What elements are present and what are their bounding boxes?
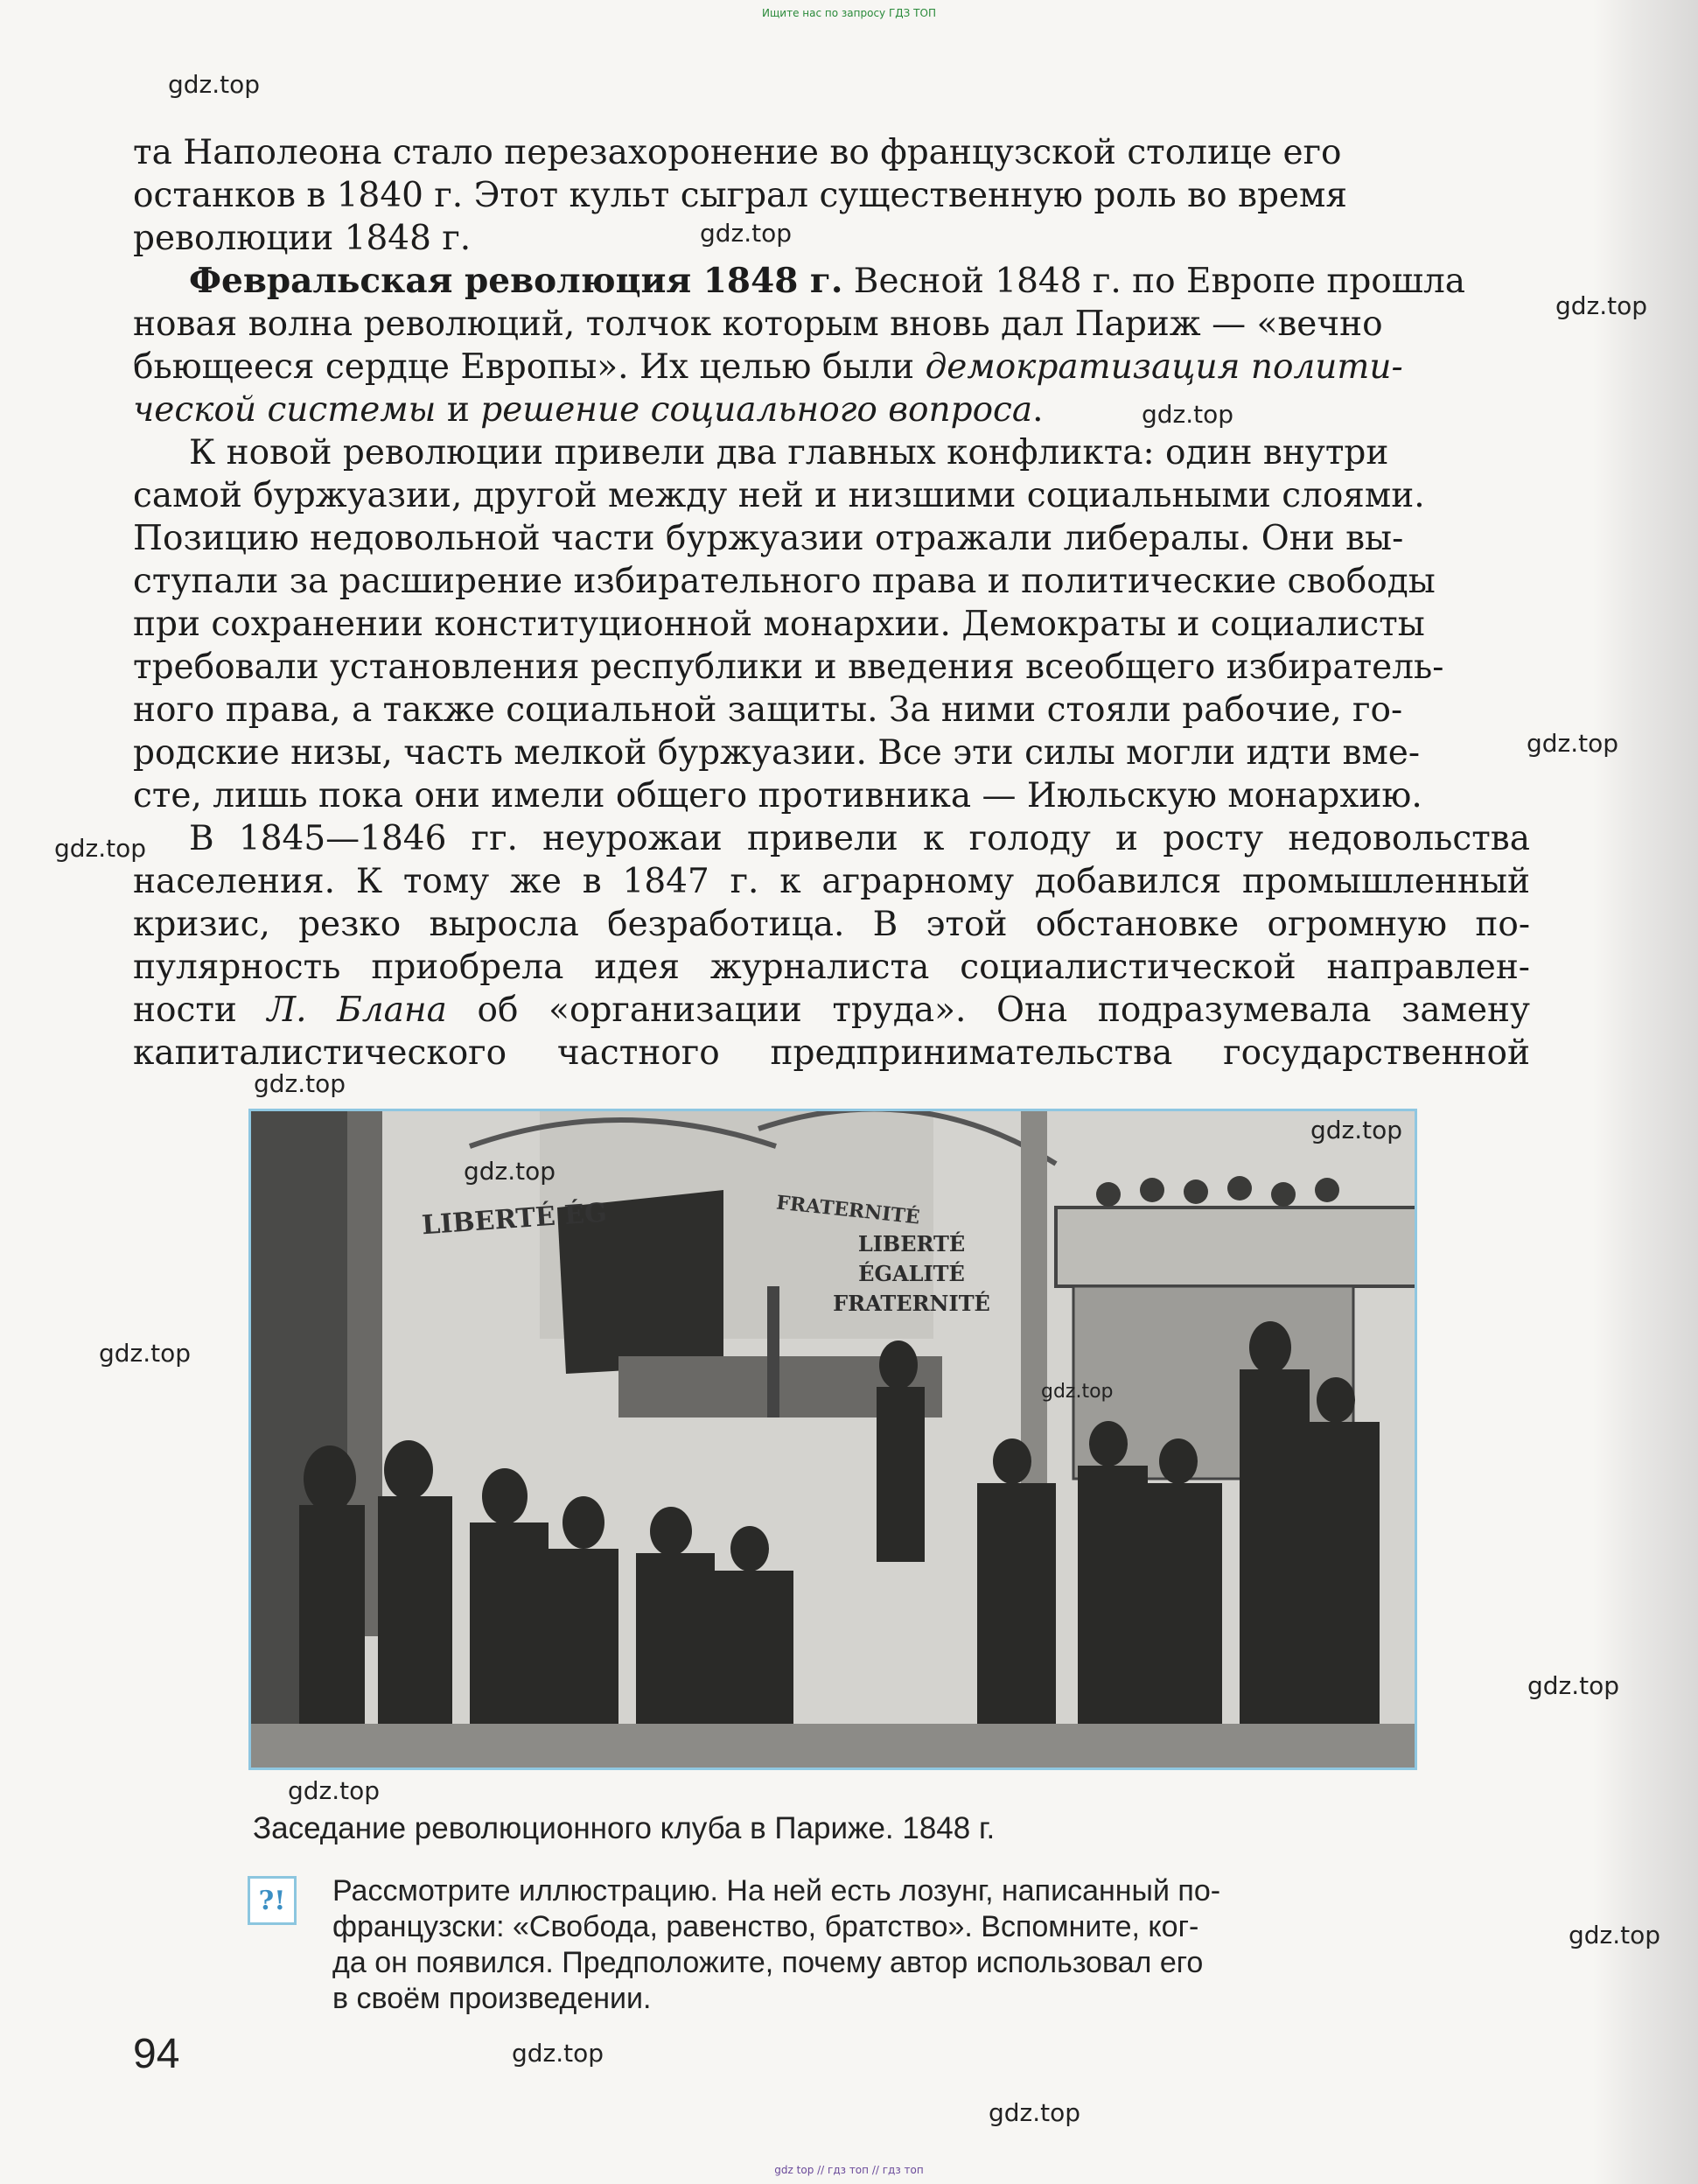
watermark: gdz.top [512, 2039, 604, 2068]
banner-text: LIBERTÉ [421, 1200, 557, 1242]
banner-text: ÉG [563, 1197, 608, 1231]
slogan-line: FRATERNITÉ [833, 1291, 990, 1316]
footer-note: gdz top // гдз топ // гдз топ [774, 2164, 924, 2176]
text-line: пулярность приобрела идея журналиста социалистической направлен- [133, 948, 1530, 987]
question-line: да он появился. Предположите, почему автор использовал его [332, 1946, 1204, 1979]
watermark: gdz.top [989, 2098, 1081, 2127]
text-line: родские низы, часть мелкой буржуазии. Все эти силы могли идти вме- [133, 733, 1421, 773]
page-number: 94 [133, 2031, 180, 2077]
text-line: ности [133, 990, 268, 1030]
text-line: . [1032, 390, 1044, 430]
banner-text: FRATERNITÉ [775, 1191, 921, 1229]
main-text [133, 131, 1530, 1074]
text-line: об «организации труда». Она подразумевала замену [446, 990, 1530, 1030]
italic-term: демократизация полити- [925, 347, 1403, 387]
slogan-line: ÉGALITÉ [858, 1261, 965, 1286]
paragraph [133, 431, 1530, 817]
text-line: та Наполеона стало перезахоронение во французской столице его [133, 133, 1342, 172]
question-line: французски: «Свобода, равенство, братство». Вспомните, ког- [332, 1910, 1199, 1943]
text-line: требовали установления республики и введения всеобщего избиратель- [133, 648, 1444, 687]
slogan-line: LIBERTÉ [857, 1231, 966, 1256]
question-line: Рассмотрите иллюстрацию. На ней есть лозунг, написанный по- [332, 1874, 1221, 1908]
paragraph [133, 131, 1530, 260]
text-line: бьющееся сердце Европы». Их целью были [133, 347, 926, 387]
header-note: Ищите нас по запросу ГДЗ ТОП [762, 7, 936, 19]
text-line: ступали за расширение избирательного права и политические свободы [133, 562, 1436, 601]
watermark: gdz.top [1569, 1921, 1661, 1950]
italic-term: решение социального вопроса [480, 390, 1033, 430]
watermark: gdz.top [54, 834, 147, 863]
watermark: gdz.top [99, 1339, 192, 1368]
paragraph [133, 817, 1530, 1074]
italic-term: ческой системы [133, 390, 437, 430]
text-line: при сохранении конституционной монархии. Демократы и социалисты [133, 605, 1425, 644]
question-icon: ?! [248, 1876, 297, 1925]
watermark: gdz.top [1041, 1381, 1114, 1403]
watermark: gdz.top [700, 219, 793, 248]
illustration-revolutionary-club [248, 1109, 1417, 1770]
text-line: ного права, а также социальной защиты. За ними стояли рабочие, го- [133, 690, 1403, 730]
text-line: капиталистического частного предпринимательства государственной [133, 1033, 1530, 1073]
watermark: gdz.top [168, 70, 261, 99]
section-heading: Февральская революция 1848 г. [189, 261, 843, 301]
text-line: кризис, резко выросла безработица. В этой обстановке огромную по- [133, 905, 1530, 944]
text-line: Позицию недовольной части буржуазии отражали либералы. Они вы- [133, 519, 1404, 558]
watermark: gdz.top [1527, 729, 1619, 758]
paragraph [133, 260, 1530, 431]
text-line: останков в 1840 г. Этот культ сыграл существенную роль во время [133, 176, 1347, 215]
text-line: К новой революции привели два главных конфликта: один внутри [189, 433, 1389, 472]
text-line: новая волна революций, толчок которым вновь дал Париж — «вечно [133, 304, 1383, 344]
text-line: сте, лишь пока они имели общего противника — Июльскую монархию. [133, 776, 1422, 816]
watermark: gdz.top [1142, 400, 1234, 429]
watermark: gdz.top [288, 1776, 381, 1805]
watermark: gdz.top [1555, 291, 1648, 320]
book-spine-shadow [1593, 0, 1698, 2184]
text-line: Весной 1848 г. по Европе прошла [842, 262, 1466, 301]
figure-caption: Заседание революционного клуба в Париже. 1848 г. [253, 1811, 996, 1845]
text-line: революции 1848 г. [133, 219, 472, 258]
wall-slogan [824, 1229, 999, 1319]
text-line: самой буржуазии, другой между ней и низшими социальными слоями. [133, 476, 1425, 515]
watermark: gdz.top [1310, 1116, 1403, 1144]
watermark: gdz.top [254, 1069, 346, 1098]
italic-name: Л. Блана [267, 990, 447, 1030]
text-line: и [436, 390, 481, 430]
text-line: населения. К тому же в 1847 г. к аграрному добавился промышленный [133, 862, 1530, 901]
text-line: В 1845—1846 гг. неурожаи привели к голоду и росту недовольства [189, 819, 1530, 858]
watermark: gdz.top [1527, 1671, 1620, 1700]
watermark: gdz.top [464, 1157, 556, 1186]
question-line: в своём произведении. [332, 1982, 652, 2015]
question-text [332, 1873, 1408, 2017]
